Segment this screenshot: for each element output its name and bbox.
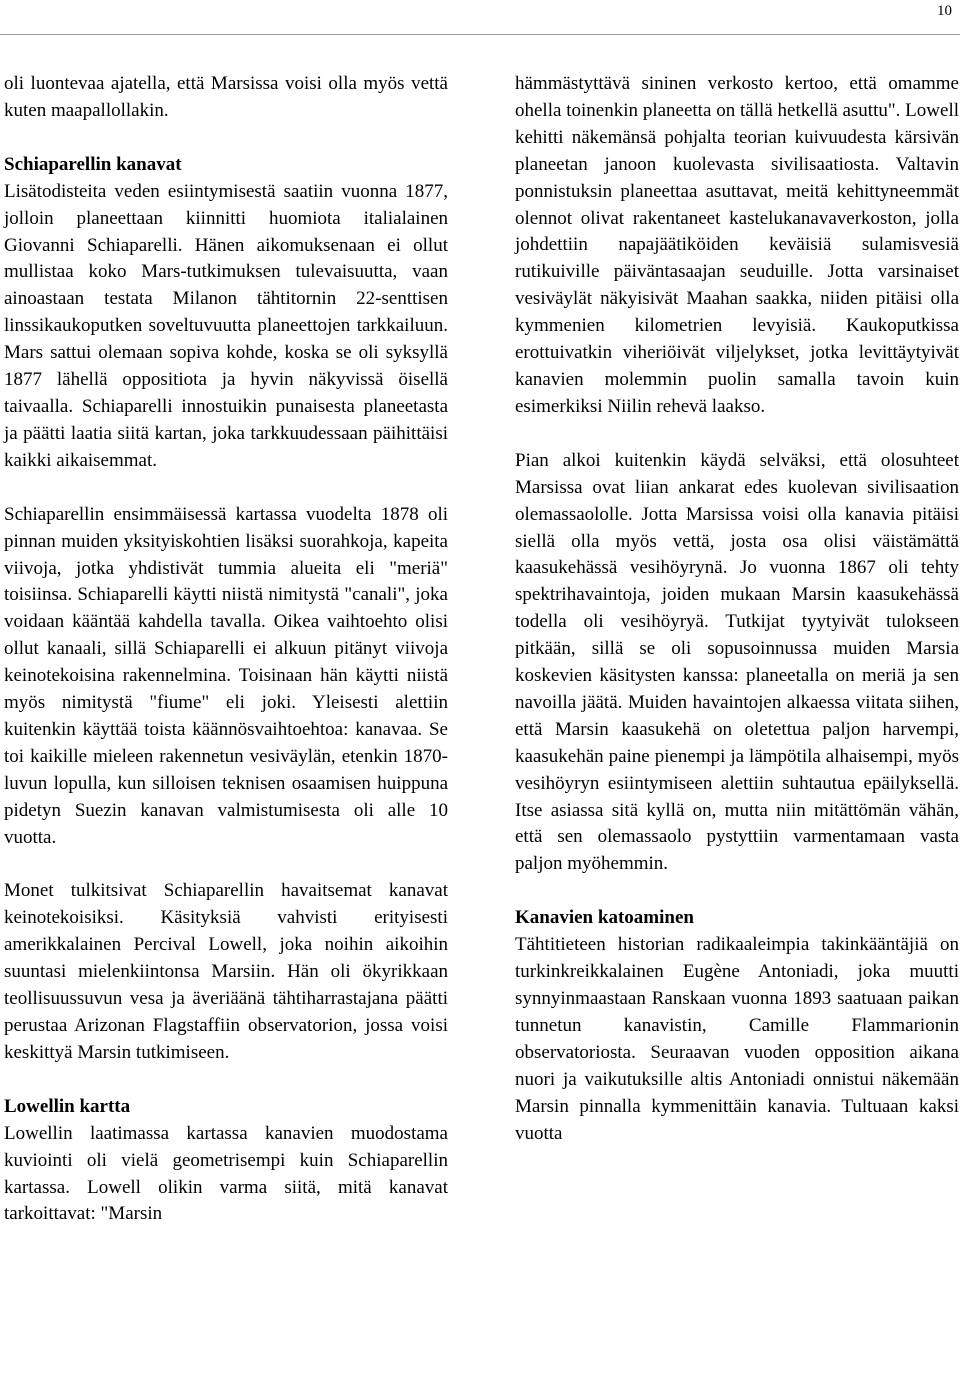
paragraph: Lisätodisteita veden esiintymisestä saatiin vuonna 1877, jolloin planeettaan kiinnitti huomiota italialainen Giovanni Schiaparelli. Hänen aikomuksenaan ei ollut mullistaa koko Mars-tutkimuksen tulevaisuutta, vaan ainoastaan testata Milanon tähtitornin 22-senttisen linssikaukoputken soveltuvuutta planeettojen tarkkailuun. Mars sattui olemaan sopiva kohde, koska se oli syksyllä 1877 lähellä oppositiota ja hyvin näkyvissä öisellä taivaalla. Schiaparelli innostuikin punaisesta planeetasta ja päätti laatia siitä kartan, joka tarkkuudessaan päihittäisi kaikki aikaisemmat. <box>4 180 448 471</box>
left-column <box>4 71 448 1228</box>
paragraph: oli luontevaa ajatella, että Marsissa voisi olla myös vettä kuten maapallollakin. <box>4 73 448 121</box>
paragraph: Monet tulkitsivat Schiaparellin havaitsemat kanavat keinotekoisiksi. Käsityksiä vahvisti erityisesti amerikkalainen Percival Lowell, joka noihin aikoihin suuntasi mielenkiintonsa Marsiin. Hän oli ökyrikkaan teollisuussuvun vesa ja äveriäänä tähtiharrastajana päätti perustaa Arizonan Flagstaffiin observatorion, jossa voisi keskittyä Marsin tutkimiseen. <box>4 880 448 1063</box>
paragraph: hämmästyttävä sininen verkosto kertoo, että omamme ohella toinenkin planeetta on tällä hetkellä asuttu". Lowell kehitti näkemänsä pohjalta teorian kuivuudesta kärsivän planeetan janoon kuolevasta sivilisaatiosta. Valtavin ponnistuksin planeettaa asuttavat, meitä kehittyneemmät olennot olivat rakentaneet kastelukanavaverkoston, jolla johdettiin napajäätiköiden keväisiä sulamisvesiä rutikuiville päiväntasaajan seuduille. Jotta varsinaiset vesiväylät näkyisivät Maahan saakka, niiden pitäisi olla kymmenien kilometrien levyisiä. Kaukoputkissa erottuivatkin viheriöivät viljelykset, jotka levittäytyivät kanavien molemmin puolin samalla tavoin kuin esimerkiksi Niilin rehevä laakso. <box>515 73 959 417</box>
right-column <box>515 71 959 1147</box>
paragraph: Pian alkoi kuitenkin käydä selväksi, että olosuhteet Marsissa ovat liian ankarat edes kuolevan sivilisaation olemassaololle. Jotta Marsissa voisi olla kanavia pitäisi siellä olla myös vettä, josta osa olisi väistämättä kaasukehässä vesihöyrynä. Jo vuonna 1867 oli tehty spektrihavaintoja, joiden mukaan Marsin kaasukehässä todella oli vesihöyryä. Tutkijat tyytyivät tulokseen pitkään, sillä se oli sopusoinnussa muiden Marsia koskevien käsitysten kanssa: planeetalla on meriä ja sen navoilla jäätä. Muiden havaintojen alkaessa viitata siihen, että Marsin kaasukehä on oletettua paljon harvempi, kaasukehän paine pienempi ja lämpötila alhaisempi, myös vesihöyryn esiintymiseen alettiin suhtautua epäilyksellä. Itse asiassa sitä kyllä on, mutta niin mitättömän vähän, että sen olemassaolo pystyttiin varmentamaan vasta paljon myöhemmin. <box>515 449 959 875</box>
paragraph: Schiaparellin ensimmäisessä kartassa vuodelta 1878 oli pinnan muiden yksityiskohtien lisäksi suorahkoja, kapeita viivoja, jotka yhdistivät tummia alueita eli "meriä" toisiinsa. Schiaparelli käytti niistä nimitystä "canali", joka voidaan kääntää kahdella tavalla. Oikea vaihtoehto olisi ollut kanaali, sillä Schiaparelli ei alkuun pitänyt viivoja keinotekoisina rakennelmina. Toisinaan hän käytti niistä myös nimitystä "fiume" eli joki. Yleisesti alettiin kuitenkin käyttää toista käännösvaihtoehtoa: kanavaa. Se toi kaikille mieleen rakennetun vesiväylän, etenkin 1870-luvun lopulla, kun silloisen teknisen osaamisen huippuna pidetyn Suezin kanavan valmistumisesta oli alle 10 vuotta. <box>4 503 448 848</box>
section-heading-kanavien-katoaminen: Kanavien katoaminen <box>515 907 694 929</box>
section-heading-schiaparellin-kanavat: Schiaparellin kanavat <box>4 153 182 175</box>
section-heading-lowellin-kartta: Lowellin kartta <box>4 1095 131 1117</box>
page-number: 10 <box>937 3 952 19</box>
header-rule <box>0 34 960 35</box>
paragraph: Tähtitieteen historian radikaaleimpia takinkääntäjiä on turkinkreikkalainen Eugène Antoniadi, joka muutti synnyinmaastaan Ranskaan vuonna 1893 saatuaan paikan tunnetun kanavistin, Camille Flammarionin observatoriosta. Seuraavan vuoden opposition aikana nuori ja vaikutuksille altis Antoniadi onnistui näkemään Marsin pinnalla kymmenittäin kanavia. Tultuaan kaksi vuotta <box>515 934 959 1144</box>
paragraph: Lowellin laatimassa kartassa kanavien muodostama kuviointi oli vielä geometrisempi kuin Schiaparellin kartassa. Lowell olikin varma siitä, mitä kanavat tarkoittavat: "Marsin <box>4 1122 448 1225</box>
